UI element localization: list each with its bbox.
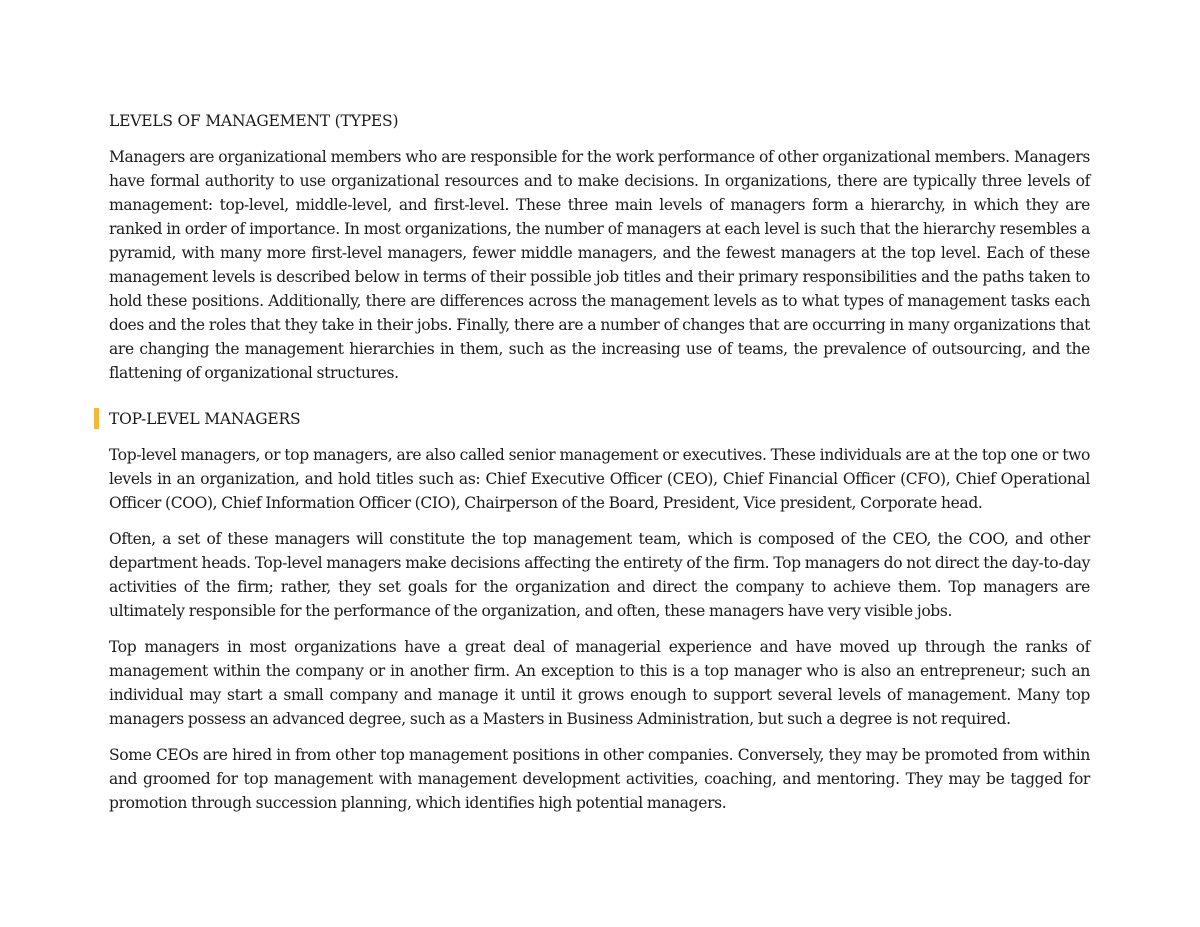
document-page <box>109 109 1090 827</box>
section-paragraph-2: Often, a set of these managers will constitute the top management team, which is composed of the CEO, the COO, and other department heads. Top-level managers make decisions affecting the entirety of the firm. Top managers do not direct the day-to-day activities of the firm; rather, they set goals for the organization and direct the company to achieve them. Top managers are ultimately responsible for the performance of the organization, and often, these managers have very visible jobs. <box>109 530 1090 620</box>
section-paragraph-4: Some CEOs are hired in from other top management positions in other companies. Conversely, they may be promoted from within and groomed for top management with management development activities, coaching, and mentoring. They may be tagged for promotion through succession planning, which identifies high potential managers. <box>109 746 1090 812</box>
heading-marker <box>94 408 99 429</box>
intro-paragraph: Managers are organizational members who are responsible for the work performance of other organizational members. Managers have formal authority to use organizational resources and to make decisions. In organizations, there are typically three levels of management: top-level, middle-level, and first-level. These three main levels of managers form a hierarchy, in which they are ranked in order of importance. In most organizations, the number of managers at each level is such that the hierarchy resembles a pyramid, with many more first-level managers, fewer middle managers, and the fewest managers at the top level. Each of these management levels is described below in terms of their possible job titles and their primary responsibilities and the paths taken to hold these positions. Additionally, there are differences across the management levels as to what types of management tasks each does and the roles that they take in their jobs. Finally, there are a number of changes that are occurring in many organizations that are changing the management hierarchies in them, such as the increasing use of teams, the prevalence of outsourcing, and the flattening of organizational structures. <box>109 148 1090 382</box>
section-paragraph-3: Top managers in most organizations have a great deal of managerial experience and have moved up through the ranks of management within the company or in another firm. An exception to this is a top manager who is also an entrepreneur; such an individual may start a small company and manage it until it grows enough to support several levels of management. Many top managers possess an advanced degree, such as a Masters in Business Administration, but such a degree is not required. <box>109 638 1090 728</box>
section-paragraph-1: Top-level managers, or top managers, are also called senior management or executives. These individuals are at the top one or two levels in an organization, and hold titles such as: Chief Executive Officer (CEO), Chief Financial Officer (CFO), Chief Operational Officer (COO), Chief Information Officer (CIO), Chairperson of the Board, President, Vice president, Corporate head. <box>109 446 1090 512</box>
section-spacer <box>109 397 1090 407</box>
section-heading-text: TOP-LEVEL MANAGERS <box>109 410 301 428</box>
document-title: LEVELS OF MANAGEMENT (TYPES) <box>109 112 399 130</box>
section-heading <box>109 407 1090 431</box>
